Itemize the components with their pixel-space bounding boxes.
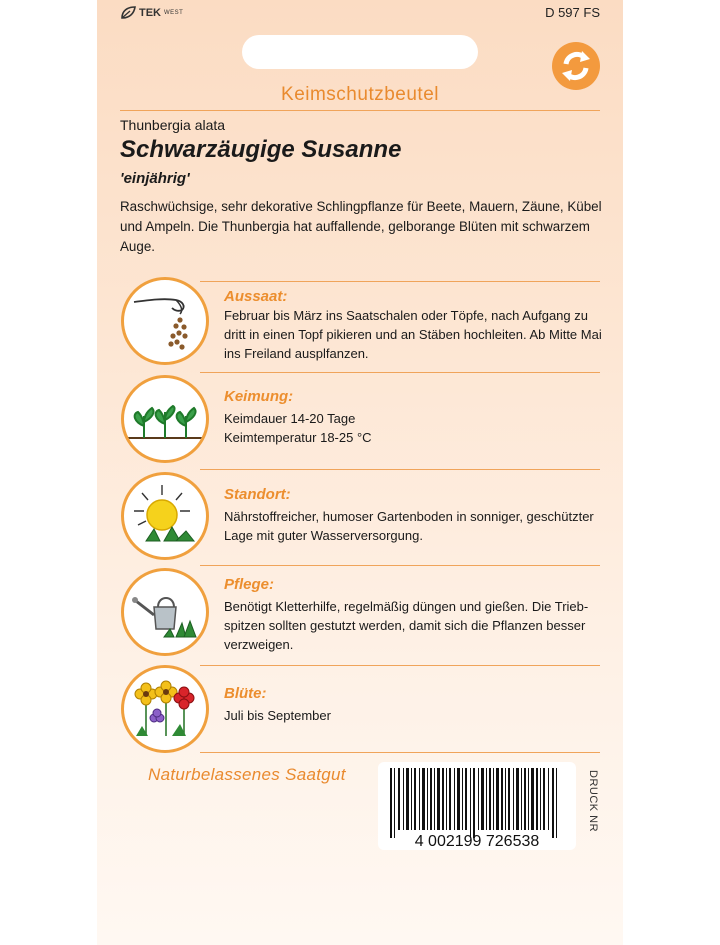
blank-label-field xyxy=(242,35,478,69)
botanical-name: Thunbergia alata xyxy=(120,117,226,133)
divider xyxy=(200,281,600,282)
section-heading: Blüte: xyxy=(224,685,267,702)
sowing-hand-icon xyxy=(121,277,209,365)
product-description: Raschwüchsige, sehr dekorative Schlingpflanze für Beete, Mauern, Zäune, Kübel und Ampeln. Die Thunbergia hat auffallende, gelborange Blüten mit schwarzem Auge. xyxy=(120,199,602,254)
section-heading: Keimung: xyxy=(224,388,294,405)
print-note: DRUCK NR xyxy=(587,770,599,833)
section-text: Benötigt Kletterhilfe, regelmäßig düngen und gießen. Die Trieb-spitzen sollten gestutzt werden, damit sich die Pflanzen besser verzweigen. xyxy=(224,599,589,652)
flowers-icon xyxy=(121,665,209,753)
section-heading: Aussaat: xyxy=(224,288,288,305)
divider xyxy=(120,110,600,111)
barcode-bars xyxy=(378,762,576,850)
product-title: Schwarzäugige Susanne xyxy=(120,136,402,163)
section-text-line: Keimtemperatur 18-25 °C xyxy=(224,430,372,445)
slogan: Naturbelassenes Saatgut xyxy=(148,765,346,784)
divider xyxy=(200,565,600,566)
barcode-number: 4 002199 726538 xyxy=(414,833,540,850)
brand-name: TEK xyxy=(139,7,161,19)
section-text: Juli bis September xyxy=(224,708,331,723)
divider xyxy=(200,665,600,666)
recycle-icon xyxy=(552,42,600,90)
section-text-line: Keimdauer 14-20 Tage xyxy=(224,411,356,426)
article-code: D 597 FS xyxy=(545,5,600,20)
divider xyxy=(200,469,600,470)
brand-suffix: WEST xyxy=(164,10,184,16)
brand-logo xyxy=(120,6,183,20)
section-text: Nährstoffreicher, humoser Gartenboden in sonniger, geschützter Lage mit guter Wasserversorgung. xyxy=(224,509,594,543)
product-subtitle: 'einjährig' xyxy=(120,170,190,187)
seedlings-icon xyxy=(121,375,209,463)
watering-can-icon xyxy=(121,568,209,656)
sun-icon xyxy=(121,472,209,560)
barcode xyxy=(378,762,576,850)
section-heading: Pflege: xyxy=(224,576,275,593)
leaf-logo-icon xyxy=(120,6,136,20)
divider xyxy=(200,372,600,373)
section-text: Februar bis März ins Saatschalen oder Töpfe, nach Aufgang zu dritt in einen Topf pikieren und an Stäben hochleiten. Ab Mitte Mai ins Freiland ausplfanzen. xyxy=(224,308,602,361)
section-heading: Standort: xyxy=(224,486,291,503)
divider xyxy=(200,752,600,753)
packet-type: Keimschutzbeutel xyxy=(281,84,439,105)
